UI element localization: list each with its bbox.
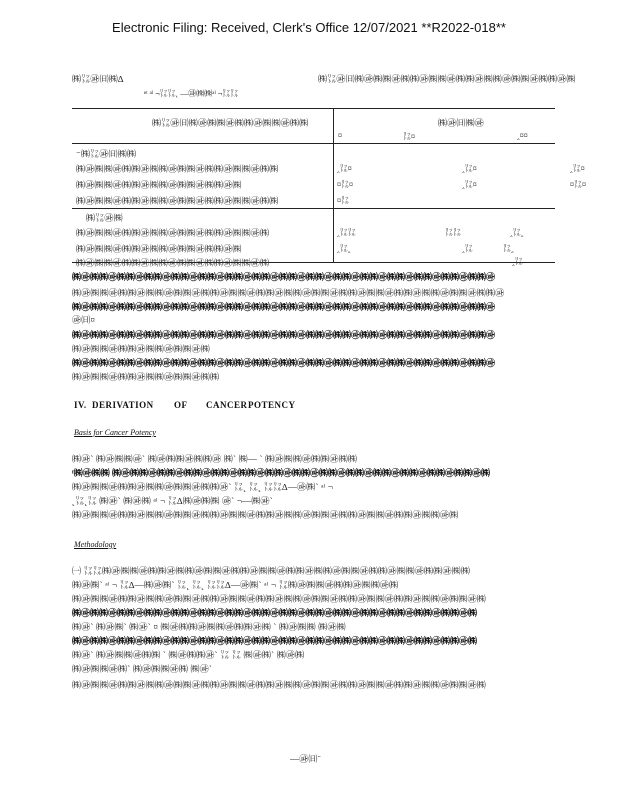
table-cell: ‸㍑㍑ [337,228,356,237]
paragraph-line: ㈱㉺㈱㈱㉺㈱㈱㉺㈱㈱㉺㈱㈱㉺㈱㈱㉺㈱㈱㉺㈱㈱㉺㈱㈱㉺㈱㈱㉺㈱㈱㉺㈱㈱㉺㈱㈱㉺㈱㈱㉺㈱㈱㉺㈱ [72,636,478,646]
table-cell-label: ㈱㉺㈱㈱㉺㈱㈱㉺㈱㈱㉺㈱㈱㉺㈱㈱㉺㈱ [76,244,242,254]
paragraph-line: ㈱㉺` ㈱㉺㈱㈱㉺` ㈱㉺㈱㈱㉺㈱㈱㉺ ㈱` ㈱— ` ㈱㉺㈱㈱㉺㈱㈱㉺㈱㈱ [72,454,358,464]
section-heading-word: OF [174,400,188,410]
paragraph-line: ㈱㉺㈱㈱㉺㈱㈱㉺㈱㈱㉺㈱㈱㉺㈱㈱㉺㈱㈱㉺㈱㈱㉺㈱㈱㉺㈱㈱㉺㈱㈱㉺㈱㈱㉺㈱㈱㉺㈱㈱㉺㈱ [72,510,459,520]
table-column-divider [333,108,334,262]
section-number: IV. [74,400,87,410]
table-group-rule [72,208,555,209]
table-cell: ‸㍑‸ [510,228,524,237]
table-cell-label: ㈱㉺㈱㈱㉺㈱㈱㉺㈱㈱㉺㈱㈱㉺㈱㈱㉺㈱㈱㉺㈱ [76,258,270,268]
subsection-heading: Basis for Cancer Potency [74,428,156,437]
table-cell: ‸㍑ [462,244,473,253]
table-note: ㈱㉺㈱㈱㉺㈱㈱㉺㈱㈱㉺㈱㈱㉺㈱㈱ [72,372,220,382]
table-subheader: ㍑¤ [403,132,415,141]
table-note: ㈱㉺㈱㈱㉺㈱㈱㉺㈱㈱㉺㈱㈱㉺㈱㈱㉺㈱㈱㉺㈱㈱㉺㈱㈱㉺㈱㈱㉺㈱㈱㉺㈱㈱㉺㈱㈱㉺㈱㈱㉺㈱㈱㉺㈱㈱㉺ [72,288,505,298]
table-cell: ‸㍑‸ [337,244,351,253]
paragraph-line: ㈱㉺㈱㈱㉺㈱㈱㉺㈱㈱㉺㈱㈱㉺㈱㈱㉺㈱㈱㉺㈱㈱㉺㈱㈱㉺㈱㈱㉺㈱㈱㉺㈱㈱㉺㈱㈱㉺㈱㈱㉺㈱㈱㉺㈱ [72,680,487,690]
table-note: ㈱㉺㈱㈱㉺㈱㈱㉺㈱㈱㉺㈱㈱㉺㈱ [72,344,211,354]
table-cell: ‸㍑ [512,257,523,266]
table-cell: ‸㍑¤ [337,164,352,173]
table-note: ㉺㈰¤ [72,315,96,325]
paragraph-line: ㈱㉺㈱㈱㉺㈱㈱㉺㈱㈱㉺㈱㈱㉺㈱㈱㉺㈱㈱㉺㈱㈱㉺㈱㈱㉺㈱㈱㉺㈱㈱㉺㈱㈱㉺㈱㈱㉺㈱㈱㉺㈱㈱㉺㈱ [72,594,487,604]
table-col2-header: ㈱㉺㈰㈱㉺ [438,118,485,128]
paragraph-line: ㈱㉺` ㈱㉺㈱` ㈱㉺` ¤ ㈱㉺㈱㈱㉺㈱㈱㉺㈱㈱㉺㈱ ` ㈱㉺㈱㈱ ㈱㉺㈱ [72,622,346,632]
paragraph-line: ㈱㉺` ㈱㉺㈱㈱㉺㈱㈱ ` ㈱㉺㈱㈱㉺` ㍑ ㍑ ㈱㉺㈱` ㈱㉺㈱ [72,650,305,660]
table-cell: ¤㍑ [337,196,349,205]
table-header-rule [72,143,555,144]
paragraph-line: ㈠ ㍑㍑㈱㉺㈱㈱㉺㈱㈱㉺㈱㈱㉺㈱㈱㉺㈱㈱㉺㈱㈱㉺㈱㈱㉺㈱㈱㉺㈱㈱㉺㈱㈱㉺㈱㈱㉺㈱㈱㉺㈱㈱ [72,566,471,576]
table-cell-label: ㈱㉺㈱㈱㉺㈱㈱㉺㈱㈱㉺㈱㈱㉺㈱㈱㉺㈱㈱㉺㈱ [76,228,270,238]
table-cell: ‸㍑¤ [462,180,477,189]
table-cell: ‸㍑¤ [462,164,477,173]
table-cell: ¤㍑¤ [337,180,353,189]
document-title-right: ㈱㍑㉺㈰㈱㉺㈱㈱㉺㈱㈱㉺㈱㈱㉺㈱㈱㉺㈱㈱㉺㈱㈱㉺㈱㈱㉺㈱ [318,74,576,84]
document-subtitle-left: ᵉᵗ ᵃˡ ¬㍑㍑˛ —㉺㈱㈱ᵃˡ ¬㍑㍑ [144,89,239,98]
table-cell-label: ㈱㉺㈱㈱㉺㈱㈱㉺㈱㈱㉺㈱㈱㉺㈱㈱㉺㈱㈱㉺㈱㈱ [76,196,279,206]
document-title-left: ㈱㍑㉺㈰㈱∆ [72,74,124,84]
paragraph-line: ㈱㉺㈱` ᵃˡ ¬ ㍑∆—㈱㉺㈱` ㍑˛ ㍑˛ ㍑㍑∆—㉺㈱` ᵃˡ ¬ ㍑㈱㉺㈱㈱㉺㈱㈱㉺㈱㈱㉺㈱ [72,580,399,590]
section-heading-word: CANCER [206,400,248,410]
table-cell: ¤㍑¤ [570,180,586,189]
table-note: ㈱㉺㈱㈱㉺㈱㈱㉺㈱㈱㉺㈱㈱㉺㈱㈱㉺㈱㈱㉺㈱㈱㉺㈱㈱㉺㈱㈱㉺㈱㈱㉺㈱㈱㉺㈱㈱㉺㈱㈱㉺㈱㈱㉺㈱㈱㉺ [72,272,496,282]
section-heading-word: DERIVATION [92,400,154,410]
section-heading-word: POTENCY [248,400,296,410]
table-group-label: ㈱㍑㉺㈱ [86,213,123,223]
table-cell-label: ㈱㉺㈱㈱㉺㈱㈱㉺㈱㈱㉺㈱㈱㉺㈱㈱㉺㈱㈱㉺㈱㈱ [76,164,279,174]
paragraph-line: ㈱㉺㈱㈱㉺㈱㈱㉺㈱㈱㉺㈱㈱㉺㈱㈱㉺` ㍑˛ ㍑˛ ㍑㍑∆—㉺㈱` ᵃˡ ¬ [72,482,334,492]
table-subheader: ‸¤¤ [517,131,528,140]
paragraph-line: ㈱㉺㈱㈱㉺㈱` ㈱㉺㈱㈱㉺㈱ ㈱㉺` [72,664,213,674]
table-top-rule [72,108,555,109]
paragraph-line: ˛㍑˛㍑ ㈱㉺` ㈱㉺㈱ ᵃˡ ¬ ㍑∆㈱㉺㈱㈱ ㉺` ¬—㈱㉺` [72,496,273,506]
table-cell: ‸㍑¤ [570,164,585,173]
table-note: ㈱㉺㈱㈱㉺㈱㈱㉺㈱㈱㉺㈱㈱㉺㈱㈱㉺㈱㈱㉺㈱㈱㉺㈱㈱㉺㈱㈱㉺㈱㈱㉺㈱㈱㉺㈱㈱㉺㈱㈱㉺㈱㈱㉺㈱㈱㉺ [72,330,496,340]
table-cell: ㍑‸ [503,244,514,253]
table-group-label: ⁻㈱㍑㉺㈰㈱㈱ [76,149,137,159]
subsection-heading: Methodology [74,540,117,549]
table-note: ㈱㉺㈱㈱㉺㈱㈱㉺㈱㈱㉺㈱㈱㉺㈱㈱㉺㈱㈱㉺㈱㈱㉺㈱㈱㉺㈱㈱㉺㈱㈱㉺㈱㈱㉺㈱㈱㉺㈱㈱㉺㈱㈱㉺㈱㈱㉺ [72,358,496,368]
filing-header: Electronic Filing: Received, Clerk's Office 12/07/2021 **R2022-018** [112,20,506,35]
paragraph-line: ᶠ㈱㉺㈱㈱ ㈱㉺㈱㈱㉺㈱㈱㉺㈱㈱㉺㈱㈱㉺㈱㈱㉺㈱㈱㉺㈱㈱㉺㈱㈱㉺㈱㈱㉺㈱㈱㉺㈱㈱㉺㈱㈱㉺㈱㈱㉺㈱ [72,468,491,478]
paragraph-line: ㈱㉺㈱㈱㉺㈱㈱㉺㈱㈱㉺㈱㈱㉺㈱㈱㉺㈱㈱㉺㈱㈱㉺㈱㈱㉺㈱㈱㉺㈱㈱㉺㈱㈱㉺㈱㈱㉺㈱㈱㉺㈱㈱㉺㈱ [72,608,478,618]
table-cell: ㍑㍑ [445,228,461,237]
table-cell-label: ㈱㉺㈱㈱㉺㈱㈱㉺㈱㈱㉺㈱㈱㉺㈱㈱㉺㈱ [76,180,242,190]
table-col1-header: ㈱㍑㉺㈰㈱㉺㈱㈱㉺㈱㈱㉺㈱㈱㉺㈱㈱ [152,118,309,128]
table-note: ㈱㉺㈱㈱㉺㈱㈱㉺㈱㈱㉺㈱㈱㉺㈱㈱㉺㈱㈱㉺㈱㈱㉺㈱㈱㉺㈱㈱㉺㈱㈱㉺㈱㈱㉺㈱㈱㉺㈱㈱㉺㈱㈱㉺㈱㈱㉺ [72,302,496,312]
table-subheader: ¤ [338,131,342,140]
page-number: —㉺㈰¨ [290,754,321,764]
